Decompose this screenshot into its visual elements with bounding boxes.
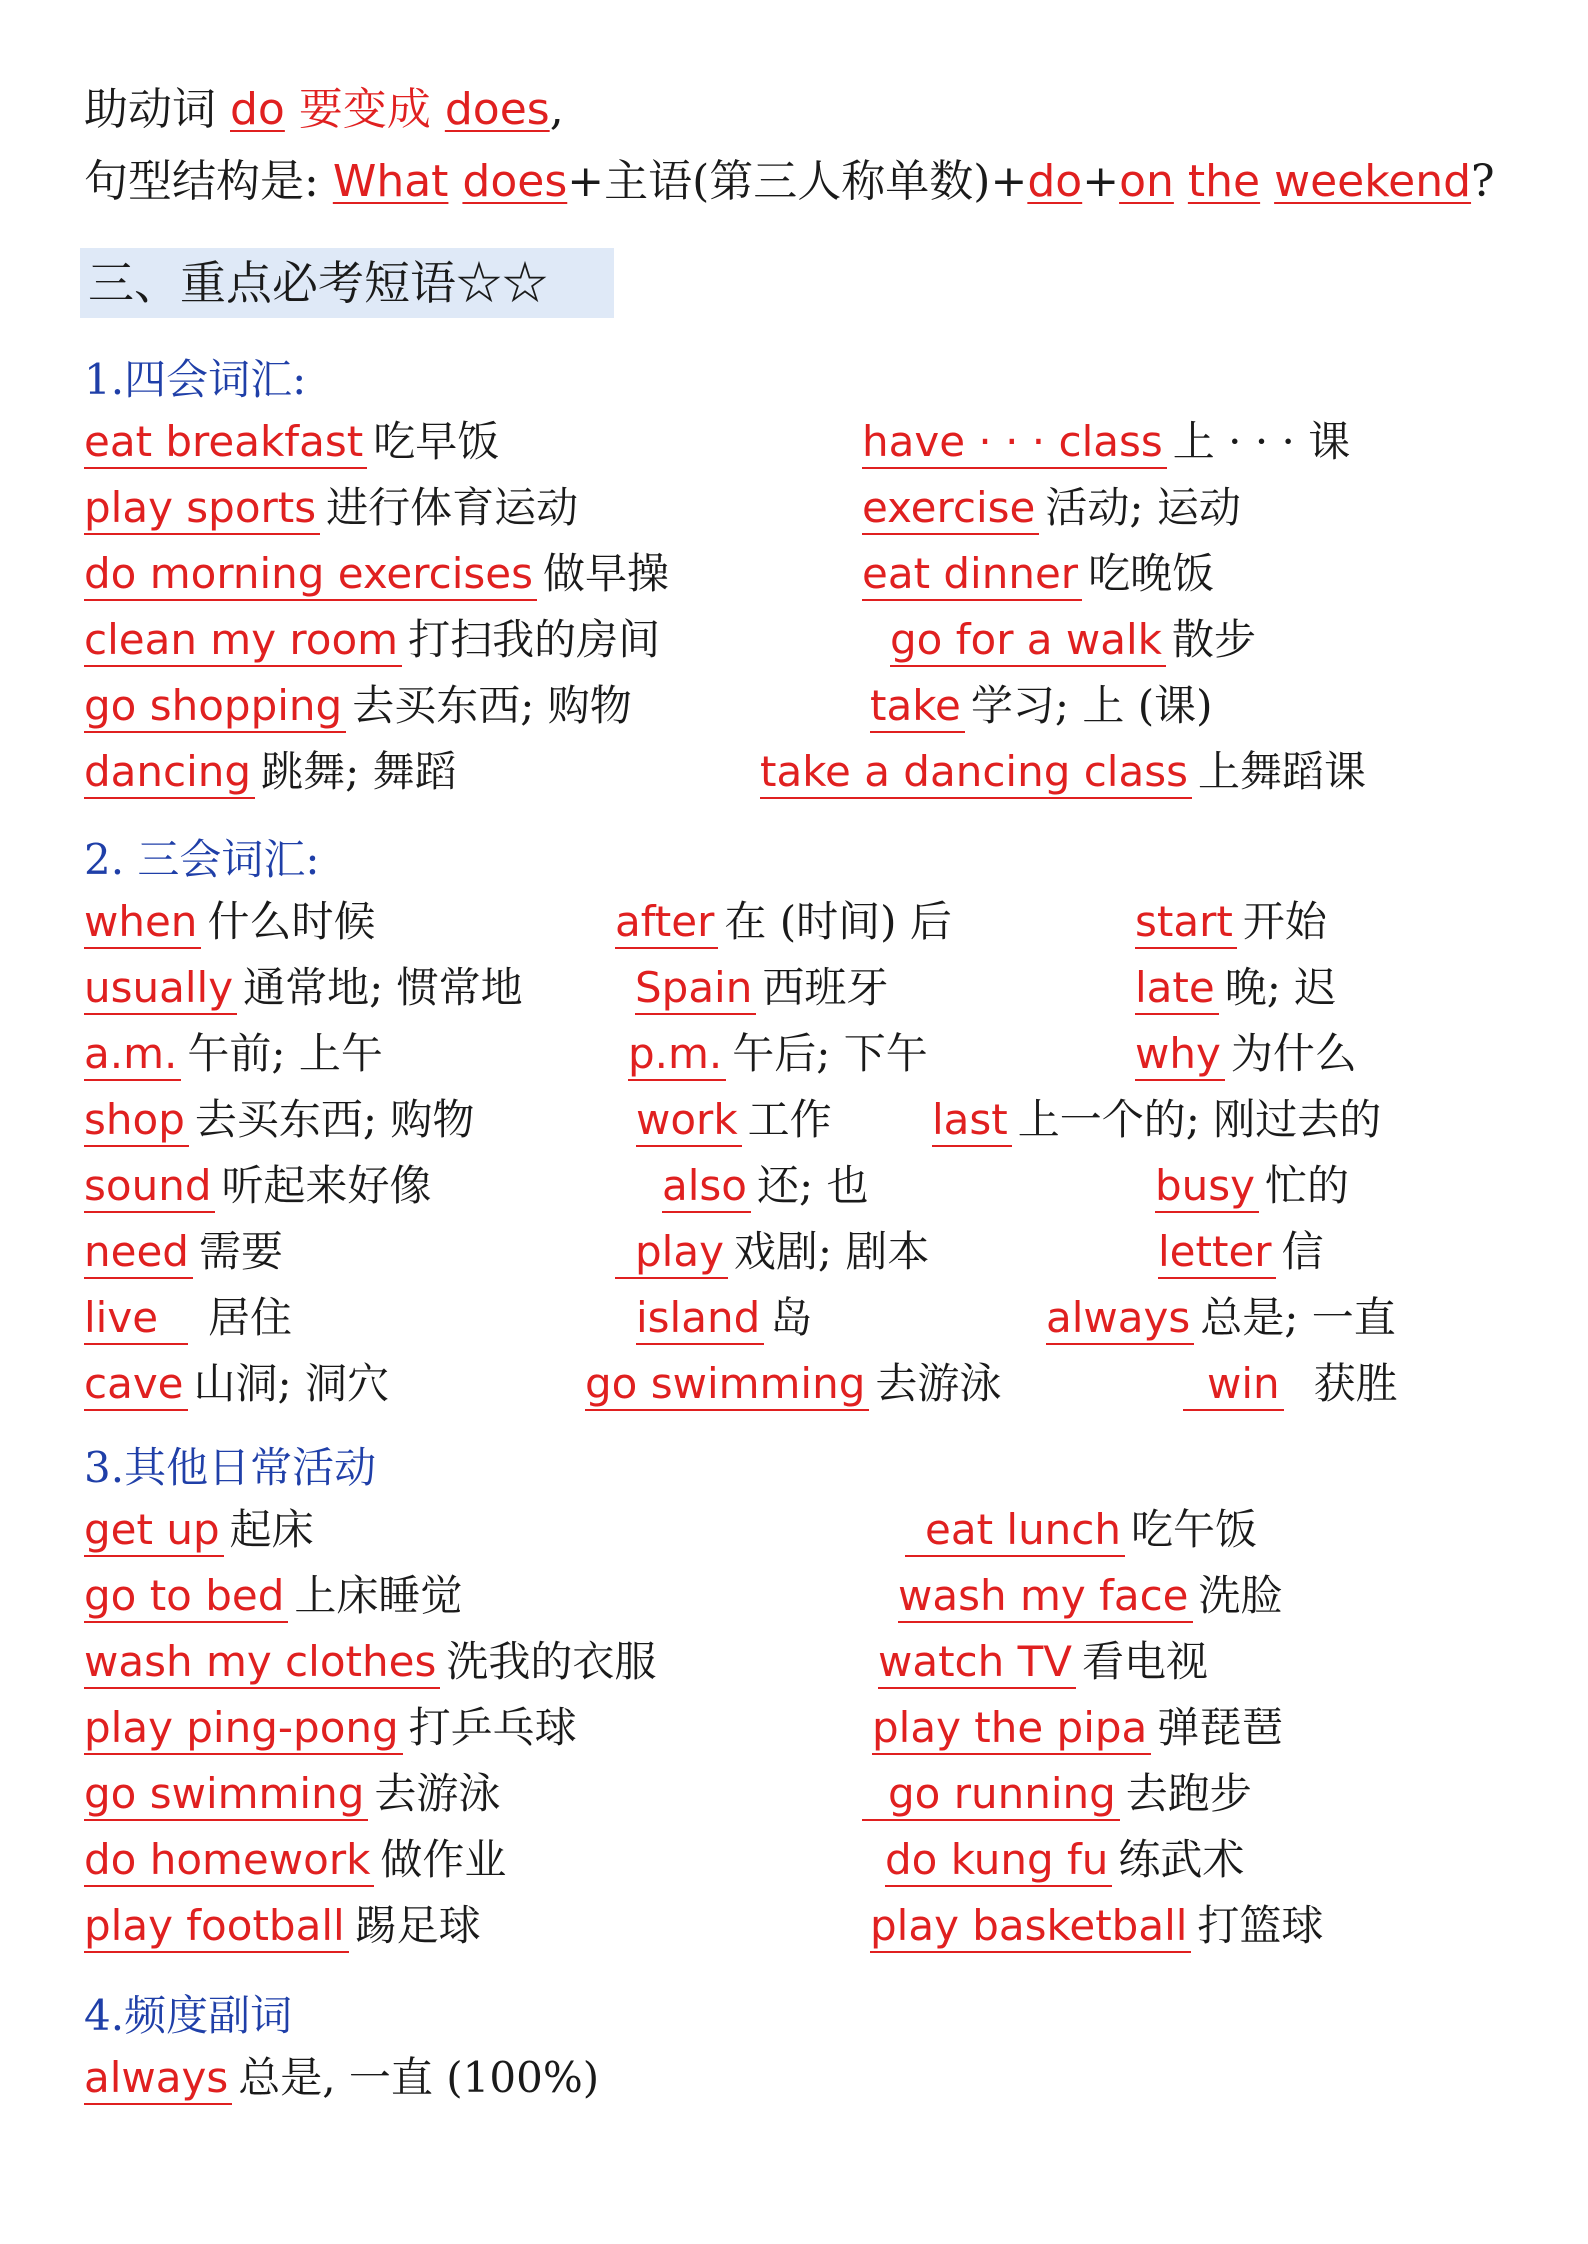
vocab-meaning: 戏剧; 剧本 — [733, 1227, 930, 1276]
keyword-do: do — [230, 84, 285, 135]
vocab-meaning: 为什么 — [1230, 1029, 1357, 1078]
vocab-term: have · · · class — [862, 417, 1167, 469]
vocab-meaning: 做早操 — [542, 549, 669, 598]
vocab-meaning: 上一个的; 刚过去的 — [1017, 1095, 1382, 1144]
vocab-term: always — [84, 2053, 232, 2105]
intro-text: 要变成 — [284, 84, 445, 135]
vocab-meaning: 进行体育运动 — [326, 483, 579, 532]
vocab-entry — [84, 1224, 283, 1280]
vocab-entry — [84, 678, 632, 734]
vocab-meaning: 在 (时间) 后 — [724, 897, 952, 946]
vocab-entry — [84, 1568, 462, 1624]
keyword-does: does — [462, 156, 568, 207]
section-heading: 2. 三会词汇: — [84, 835, 320, 884]
vocab-term: go shopping — [84, 681, 346, 733]
vocab-entry — [84, 2050, 599, 2106]
vocab-entry — [862, 1766, 1252, 1822]
vocab-entry — [636, 1290, 812, 1346]
vocab-entry — [636, 1092, 832, 1148]
vocab-meaning: 活动; 运动 — [1045, 483, 1241, 532]
vocab-meaning: 听起来好像 — [221, 1161, 432, 1210]
vocab-entry — [84, 1290, 292, 1346]
vocab-entry — [870, 1898, 1323, 1954]
vocab-term: busy — [1155, 1161, 1259, 1213]
intro-text: +主语(第三人称单数)+ — [567, 156, 1028, 207]
vocab-meaning: 看电视 — [1082, 1637, 1209, 1686]
vocab-meaning: 打扫我的房间 — [408, 615, 661, 664]
vocab-meaning: 去游泳 — [875, 1359, 1002, 1408]
vocab-term: go swimming — [84, 1769, 368, 1821]
vocab-meaning: 信 — [1281, 1227, 1324, 1276]
intro-text: 句型结构是: — [84, 156, 333, 207]
vocab-entry — [84, 612, 660, 668]
vocab-meaning: 西班牙 — [762, 963, 889, 1012]
vocab-meaning: 打乒乓球 — [408, 1703, 577, 1752]
vocab-entry — [84, 546, 669, 602]
vocab-entry — [84, 1832, 506, 1888]
vocab-term: play football — [84, 1901, 349, 1953]
vocab-meaning: 什么时候 — [207, 897, 376, 946]
vocab-term: also — [662, 1161, 751, 1213]
section-heading: 3.其他日常活动 — [84, 1443, 377, 1492]
keyword-what: What — [332, 156, 449, 207]
vocab-entry — [628, 1026, 928, 1082]
vocab-entry — [878, 1634, 1208, 1690]
vocab-term: cave — [84, 1359, 188, 1411]
section-heading: 1.四会词汇: — [84, 355, 307, 404]
vocab-term: letter — [1158, 1227, 1276, 1279]
vocab-meaning: 工作 — [747, 1095, 832, 1144]
vocab-term: Spain — [635, 963, 756, 1015]
vocab-meaning: 去跑步 — [1125, 1769, 1252, 1818]
vocab-entry — [932, 1092, 1381, 1148]
vocab-entry — [872, 1700, 1283, 1756]
vocab-meaning: 吃午饭 — [1131, 1505, 1258, 1554]
vocab-entry — [635, 960, 888, 1016]
vocab-meaning: 总是, 一直 (100%) — [238, 2053, 600, 2102]
section-heading: 4.频度副词 — [84, 1991, 293, 2040]
vocab-entry — [615, 1224, 929, 1280]
vocab-term: go to bed — [84, 1571, 288, 1623]
vocab-meaning: 去游泳 — [374, 1769, 501, 1818]
vocab-term: clean my room — [84, 615, 402, 667]
vocab-entry — [1155, 1158, 1349, 1214]
intro-text: ? — [1471, 156, 1495, 207]
vocab-entry — [1158, 1224, 1324, 1280]
vocab-meaning: 踢足球 — [354, 1901, 481, 1950]
vocab-meaning: 起床 — [229, 1505, 314, 1554]
vocab-meaning: 洗我的衣服 — [446, 1637, 657, 1686]
vocab-entry — [1135, 960, 1336, 1016]
vocab-entry — [1135, 1026, 1357, 1082]
intro-line-2 — [84, 152, 1495, 212]
vocab-entry — [84, 960, 523, 1016]
vocab-entry — [885, 1832, 1244, 1888]
vocab-term: eat breakfast — [84, 417, 367, 469]
vocab-meaning: 总是; 一直 — [1200, 1293, 1396, 1342]
vocab-meaning: 跳舞; 舞蹈 — [261, 747, 457, 796]
vocab-term: go swimming — [585, 1359, 869, 1411]
vocab-term: do kung fu — [885, 1835, 1112, 1887]
vocab-meaning: 山洞; 洞穴 — [193, 1359, 390, 1408]
vocab-term: take — [870, 681, 965, 733]
keyword-on: on — [1119, 156, 1174, 207]
vocab-term: play the pipa — [872, 1703, 1151, 1755]
intro-line-1 — [84, 80, 564, 140]
vocab-meaning: 做作业 — [380, 1835, 507, 1884]
vocab-term: when — [84, 897, 201, 949]
vocab-meaning: 洗脸 — [1198, 1571, 1283, 1620]
vocab-term: do homework — [84, 1835, 374, 1887]
vocab-entry — [84, 1898, 481, 1954]
vocab-meaning: 岛 — [770, 1293, 813, 1342]
vocab-term: start — [1135, 897, 1237, 949]
vocab-term: get up — [84, 1505, 224, 1557]
vocab-term: wash my face — [898, 1571, 1193, 1623]
vocab-entry — [1135, 894, 1327, 950]
vocab-entry — [84, 1158, 432, 1214]
vocab-entry — [870, 678, 1213, 734]
vocab-meaning: 学习; 上 (课) — [970, 681, 1213, 730]
intro-text: 助动词 — [84, 84, 230, 135]
vocab-term: after — [615, 897, 718, 949]
vocab-meaning: 还; 也 — [756, 1161, 869, 1210]
vocab-meaning: 获胜 — [1313, 1359, 1398, 1408]
vocab-term: island — [636, 1293, 764, 1345]
vocab-term: wash my clothes — [84, 1637, 440, 1689]
vocab-entry — [84, 1026, 383, 1082]
vocab-term: dancing — [84, 747, 255, 799]
vocab-entry — [84, 1700, 577, 1756]
vocab-meaning: 居住 — [208, 1293, 293, 1342]
vocab-entry — [615, 894, 952, 950]
vocab-term: p.m. — [628, 1029, 726, 1081]
vocab-term: watch TV — [878, 1637, 1076, 1689]
vocab-meaning: 午前; 上午 — [187, 1029, 383, 1078]
vocab-term: a.m. — [84, 1029, 181, 1081]
keyword-weekend: weekend — [1274, 156, 1472, 207]
vocab-term: do morning exercises — [84, 549, 537, 601]
vocab-term: eat dinner — [862, 549, 1082, 601]
vocab-term: play sports — [84, 483, 320, 535]
vocab-entry — [84, 1766, 500, 1822]
section-title: 三、重点必考短语☆☆ — [80, 248, 614, 318]
vocab-term: take a dancing class — [760, 747, 1192, 799]
vocab-term: eat lunch — [905, 1505, 1125, 1557]
vocab-entry — [890, 612, 1256, 668]
vocab-entry — [84, 894, 375, 950]
keyword-do: do — [1027, 156, 1083, 207]
vocab-entry — [84, 744, 457, 800]
intro-text: , — [549, 84, 564, 135]
vocab-meaning: 练武术 — [1118, 1835, 1245, 1884]
vocab-term: play ping-pong — [84, 1703, 403, 1755]
vocab-meaning: 上 · · · 课 — [1172, 417, 1351, 466]
vocab-entry — [1046, 1290, 1396, 1346]
vocab-entry — [84, 1634, 656, 1690]
vocab-meaning: 吃早饭 — [373, 417, 500, 466]
vocab-term: play basketball — [870, 1901, 1191, 1953]
vocab-term: sound — [84, 1161, 215, 1213]
vocab-term: work — [636, 1095, 742, 1147]
vocab-meaning: 散步 — [1171, 615, 1256, 664]
keyword-the: the — [1187, 156, 1261, 207]
vocab-meaning: 上舞蹈课 — [1197, 747, 1366, 796]
vocab-term: always — [1046, 1293, 1194, 1345]
vocab-meaning: 需要 — [198, 1227, 283, 1276]
vocab-entry — [84, 1356, 389, 1412]
vocab-meaning: 去买东西; 购物 — [352, 681, 632, 730]
vocab-term: win — [1183, 1359, 1284, 1411]
vocab-meaning: 弹琵琶 — [1157, 1703, 1284, 1752]
vocab-entry — [862, 546, 1214, 602]
vocab-meaning: 去买东西; 购物 — [194, 1095, 475, 1144]
intro-text: + — [1082, 156, 1120, 207]
vocab-term: last — [932, 1095, 1012, 1147]
vocab-term: go for a walk — [890, 615, 1166, 667]
vocab-entry — [84, 1502, 314, 1558]
vocab-meaning: 午后; 下午 — [732, 1029, 928, 1078]
vocab-entry — [84, 1092, 474, 1148]
vocab-meaning: 忙的 — [1265, 1161, 1350, 1210]
vocab-meaning: 晚; 迟 — [1224, 963, 1337, 1012]
vocab-meaning: 开始 — [1242, 897, 1327, 946]
vocab-entry — [84, 414, 499, 470]
vocab-term: play — [615, 1227, 728, 1279]
vocab-entry — [905, 1502, 1257, 1558]
vocab-meaning: 通常地; 惯常地 — [243, 963, 523, 1012]
vocab-term: live — [84, 1293, 188, 1345]
vocab-meaning: 吃晚饭 — [1088, 549, 1215, 598]
vocab-entry — [1183, 1356, 1398, 1412]
vocab-entry — [898, 1568, 1283, 1624]
vocab-term: shop — [84, 1095, 189, 1147]
vocab-entry — [585, 1356, 1001, 1412]
vocab-entry — [662, 1158, 869, 1214]
vocab-term: usually — [84, 963, 237, 1015]
vocab-term: late — [1135, 963, 1219, 1015]
vocab-term: exercise — [862, 483, 1039, 535]
vocab-entry — [862, 480, 1241, 536]
keyword-does: does — [444, 84, 550, 135]
vocab-entry — [760, 744, 1366, 800]
vocab-entry — [84, 480, 578, 536]
vocab-term: go running — [862, 1769, 1120, 1821]
vocab-term: need — [84, 1227, 193, 1279]
vocab-meaning: 打篮球 — [1197, 1901, 1324, 1950]
vocab-meaning: 上床睡觉 — [294, 1571, 463, 1620]
vocab-term: why — [1135, 1029, 1225, 1081]
vocab-entry — [862, 414, 1350, 470]
